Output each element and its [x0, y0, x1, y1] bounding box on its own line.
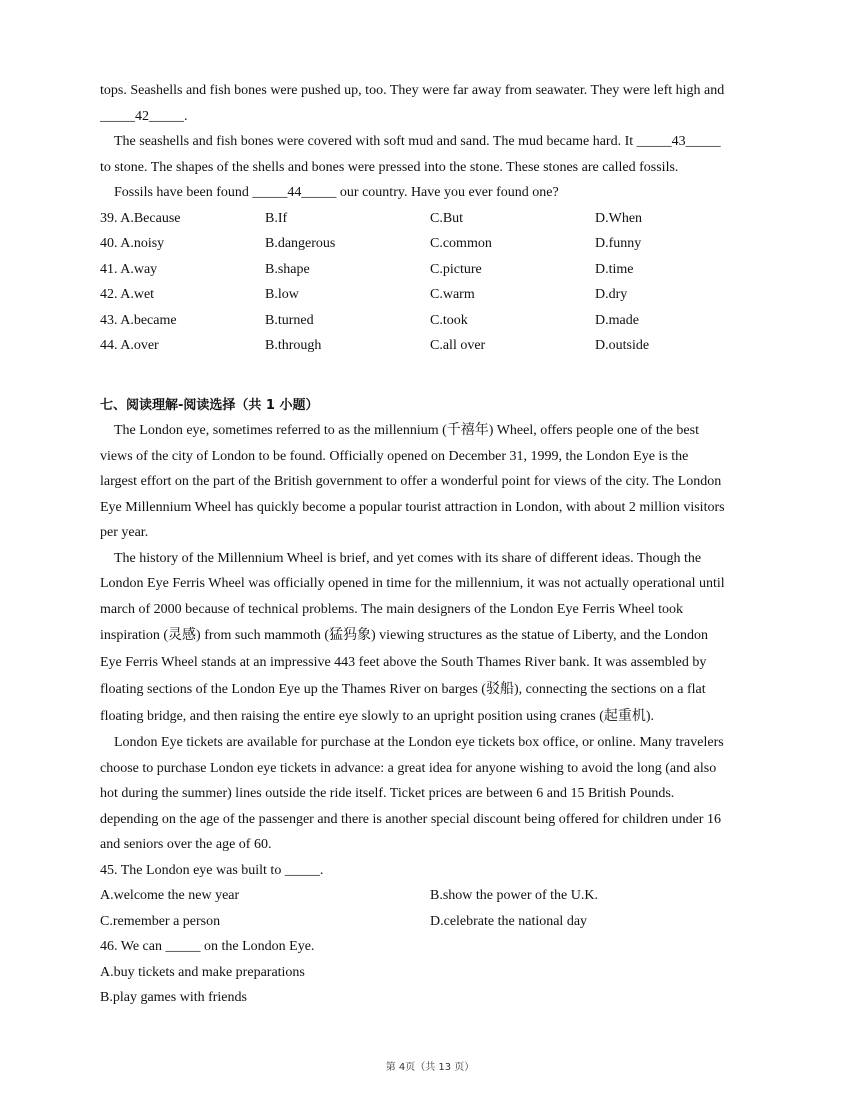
option-row — [100, 333, 762, 359]
option: D.time — [595, 261, 634, 277]
option: A.welcome the new year — [100, 888, 240, 903]
option-row — [100, 282, 762, 308]
text-line: inspiration (灵感) from such mammoth (猛犸象) viewing structures as the statue of Liberty, and the London — [100, 628, 708, 643]
option: B.turned — [265, 312, 314, 328]
cloze-paragraph-3: Fossils have been found _____44_____ our country. Have you ever found one? — [114, 185, 559, 200]
option: D.dry — [595, 287, 628, 302]
text-line: _____42_____. — [100, 108, 188, 124]
option: B.shape — [265, 261, 310, 277]
option-row — [100, 909, 762, 935]
cloze-paragraph-1 — [100, 78, 762, 129]
text-line: choose to purchase London eye tickets in advance: a great idea for anyone wishing to avoid the long (and also — [100, 760, 717, 776]
text-line: The seashells and fish bones were covered with soft mud and sand. The mud became hard. It _____43_____ — [114, 134, 721, 149]
option: 44. A.over — [100, 338, 159, 353]
question-stem: 45. The London eye was built to _____. — [100, 862, 324, 878]
question-45 — [100, 858, 762, 935]
text-line: tops. Seashells and fish bones were pushed up, too. They were far away from seawater. They were left high and — [100, 83, 725, 98]
text-line: The London eye, sometimes referred to as the millennium (千禧年) Wheel, offers people one of the best — [114, 423, 699, 438]
option: B.show the power of the U.K. — [430, 888, 598, 903]
cloze-paragraph-2 — [100, 129, 762, 180]
option: B.dangerous — [265, 236, 336, 251]
option: C.took — [430, 312, 468, 328]
text-line: Eye Ferris Wheel stands at an impressive 443 feet above the South Thames River bank. It was assembled by — [100, 655, 707, 670]
option: B.If — [265, 210, 288, 226]
option: C.all over — [430, 338, 486, 353]
option: D.outside — [595, 338, 650, 353]
option: D.funny — [595, 236, 642, 251]
text-line: views of the city of London to be found. Officially opened on December 31, 1999, the London Eye is the — [100, 448, 689, 464]
option: D.When — [595, 210, 643, 226]
option: B.low — [265, 287, 299, 302]
section-heading: 七、阅读理解-阅读选择（共 1 小题） — [100, 397, 319, 413]
option-row — [100, 308, 762, 334]
text-line: to stone. The shapes of the shells and bones were pressed into the stone. These stones are called fossils. — [100, 159, 679, 175]
reading-paragraph-2 — [100, 546, 762, 731]
option-row — [100, 206, 762, 232]
option: B.through — [265, 338, 322, 353]
option: C.But — [430, 210, 464, 226]
question-46 — [100, 934, 762, 1011]
option: C.picture — [430, 261, 482, 277]
text-line: and seniors over the age of 60. — [100, 837, 272, 852]
option: A.buy tickets and make preparations — [100, 964, 305, 980]
option: 43. A.became — [100, 312, 177, 328]
text-line: hot during the summer) lines outside the ride itself. Ticket prices are between 6 and 15 British Pounds. — [100, 786, 675, 801]
option: 39. A.Because — [100, 210, 181, 226]
option: 41. A.way — [100, 261, 158, 277]
option: D.made — [595, 312, 639, 328]
option: C.remember a person — [100, 913, 221, 929]
text-line: floating sections of the London Eye up the Thames River on barges (驳船), connecting the sections on a flat — [100, 682, 706, 697]
reading-paragraph-1 — [100, 418, 762, 546]
text-line: Eye Millennium Wheel has quickly become a popular tourist attraction in London, with about 2 million visitors — [100, 499, 725, 515]
option: D.celebrate the national day — [430, 913, 588, 929]
option: 40. A.noisy — [100, 236, 165, 251]
cloze-options — [100, 206, 762, 359]
option-row — [100, 883, 762, 909]
text-line: London Eye tickets are available for purchase at the London eye tickets box office, or online. Many travelers — [114, 735, 724, 750]
option-row — [100, 257, 762, 283]
option: C.common — [430, 236, 492, 251]
option: B.play games with friends — [100, 990, 247, 1005]
text-line: march of 2000 because of technical problems. The main designers of the London Eye Ferris Wheel took — [100, 601, 684, 617]
document-page — [100, 78, 762, 1011]
text-line: London Eye Ferris Wheel was officially opened in time for the millennium, it was not actually operational until — [100, 576, 725, 591]
text-line: largest effort on the part of the British government to offer a wonderful point for views of the city. The London — [100, 474, 722, 489]
option: C.warm — [430, 287, 475, 302]
option-row — [100, 231, 762, 257]
text-line: per year. — [100, 525, 149, 540]
text-line: floating bridge, and then raising the entire eye slowly to an upright position using cranes (起重机). — [100, 709, 655, 724]
option: 42. A.wet — [100, 287, 155, 302]
reading-paragraph-3 — [100, 730, 762, 858]
question-stem: 46. We can _____ on the London Eye. — [100, 939, 315, 954]
text-line: depending on the age of the passenger and there is another special discount being offered for children under 16 — [100, 811, 721, 827]
page-footer: 第 4页（共 13 页） — [385, 1062, 475, 1073]
text-line: The history of the Millennium Wheel is brief, and yet comes with its share of different ideas. Though the — [114, 550, 702, 566]
